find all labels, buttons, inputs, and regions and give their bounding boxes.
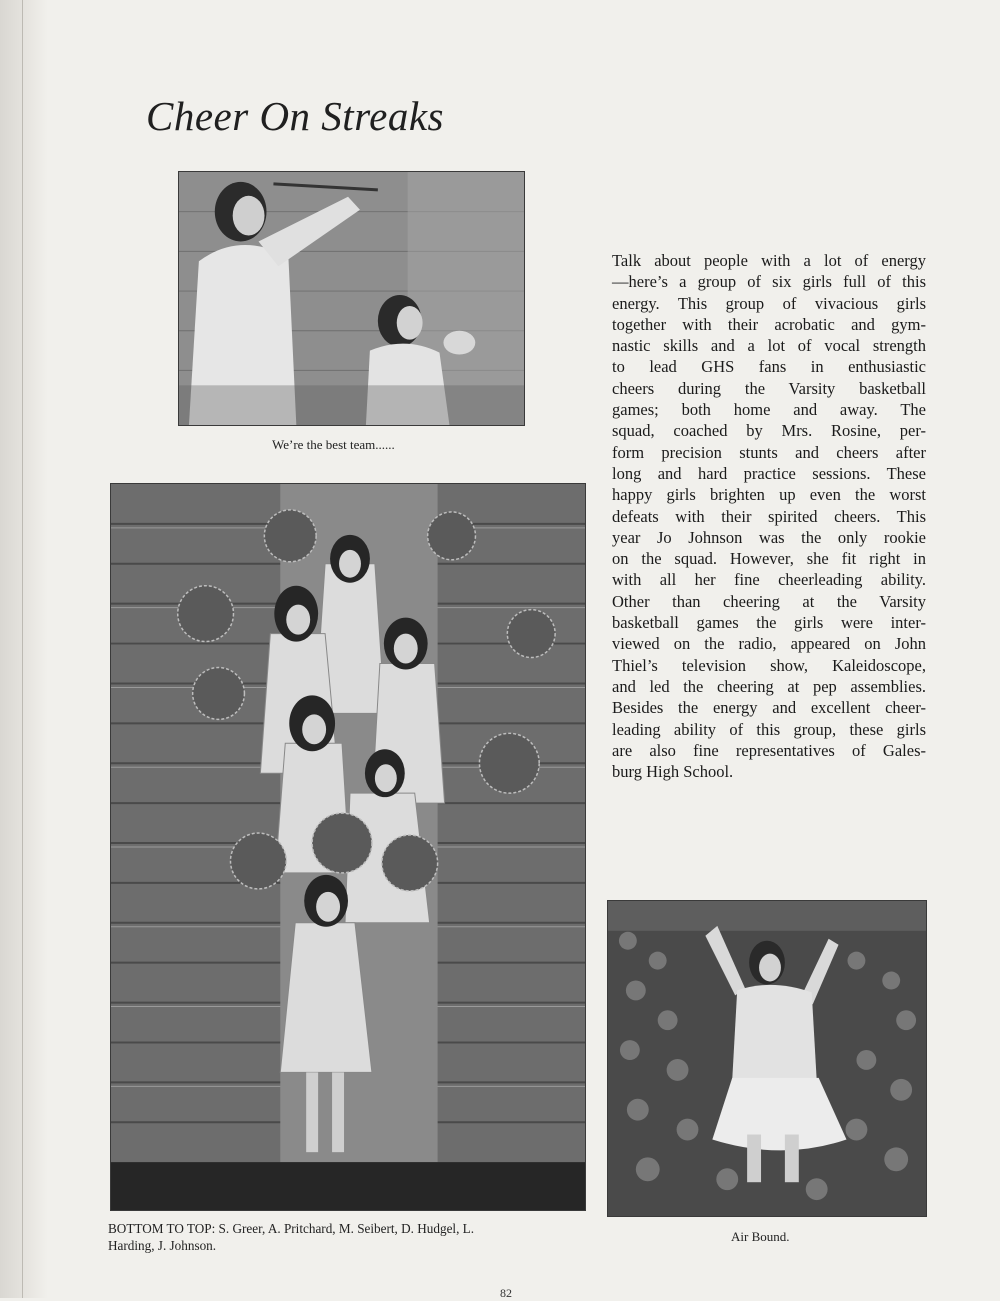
article-line: on the squad. However, she fit right in [612,549,926,569]
article-line: Other than cheering at the Varsity [612,591,926,611]
article-line: with all her fine cheerleading ability. [612,570,926,590]
page-number: 82 [500,1286,512,1300]
article-line: are also fine representatives of Gales- [612,740,926,760]
article-line: Talk about people with a lot of energy [612,251,926,270]
article-line: year Jo Johnson was the only rookie [612,527,926,547]
article-line: form precision stunts and cheers after [612,442,926,462]
photo-best-team [178,171,525,426]
caption-pyramid-lead: BOTTOM TO TOP: [108,1221,216,1236]
article-line: long and hard practice sessions. These [612,463,926,483]
article-line: —here’s a group of six girls full of this [612,272,926,292]
article-line: Thiel’s television show, Kaleidoscope, [612,655,926,675]
caption-air-bound: Air Bound. [731,1229,790,1244]
caption-pyramid-line1: S. Greer, A. Pritchard, M. Seibert, D. Hudgel, L. [218,1221,475,1236]
caption-pyramid-line2: Harding, J. Johnson. [108,1238,217,1253]
article-line: to lead GHS fans in enthusiastic [612,357,926,377]
article-line: and led the cheering at pep assemblies. [612,676,926,696]
caption-pyramid-names [108,1220,588,1254]
article-body [612,250,926,782]
article-line: basketball games the girls were inter- [612,613,926,633]
article-line: burg High School. [612,762,734,782]
photo-air-bound [607,900,927,1217]
caption-best-team: We’re the best team...... [272,437,395,452]
article-line: leading ability of this group, these girls [612,719,926,739]
article-line: games; both home and away. The [612,400,926,420]
page-title: Cheer On Streaks [146,93,444,139]
binding-crease [22,0,23,1298]
article-line: Besides the energy and excellent cheer- [612,698,926,718]
article-line: nastic skills and a lot of vocal strength [612,336,926,356]
article-line: squad, coached by Mrs. Rosine, per- [612,421,926,441]
article-line: together with their acrobatic and gym- [612,314,926,334]
article-line: viewed on the radio, appeared on John [612,634,926,654]
article-line: cheers during the Varsity basketball [612,378,926,398]
page-binding-edge [0,0,48,1298]
photo-cheer-pyramid [110,483,586,1211]
article-line: defeats with their spirited cheers. This [612,506,926,526]
article-line: energy. This group of vivacious girls [612,293,926,313]
article-line: happy girls brighten up even the worst [612,485,926,505]
